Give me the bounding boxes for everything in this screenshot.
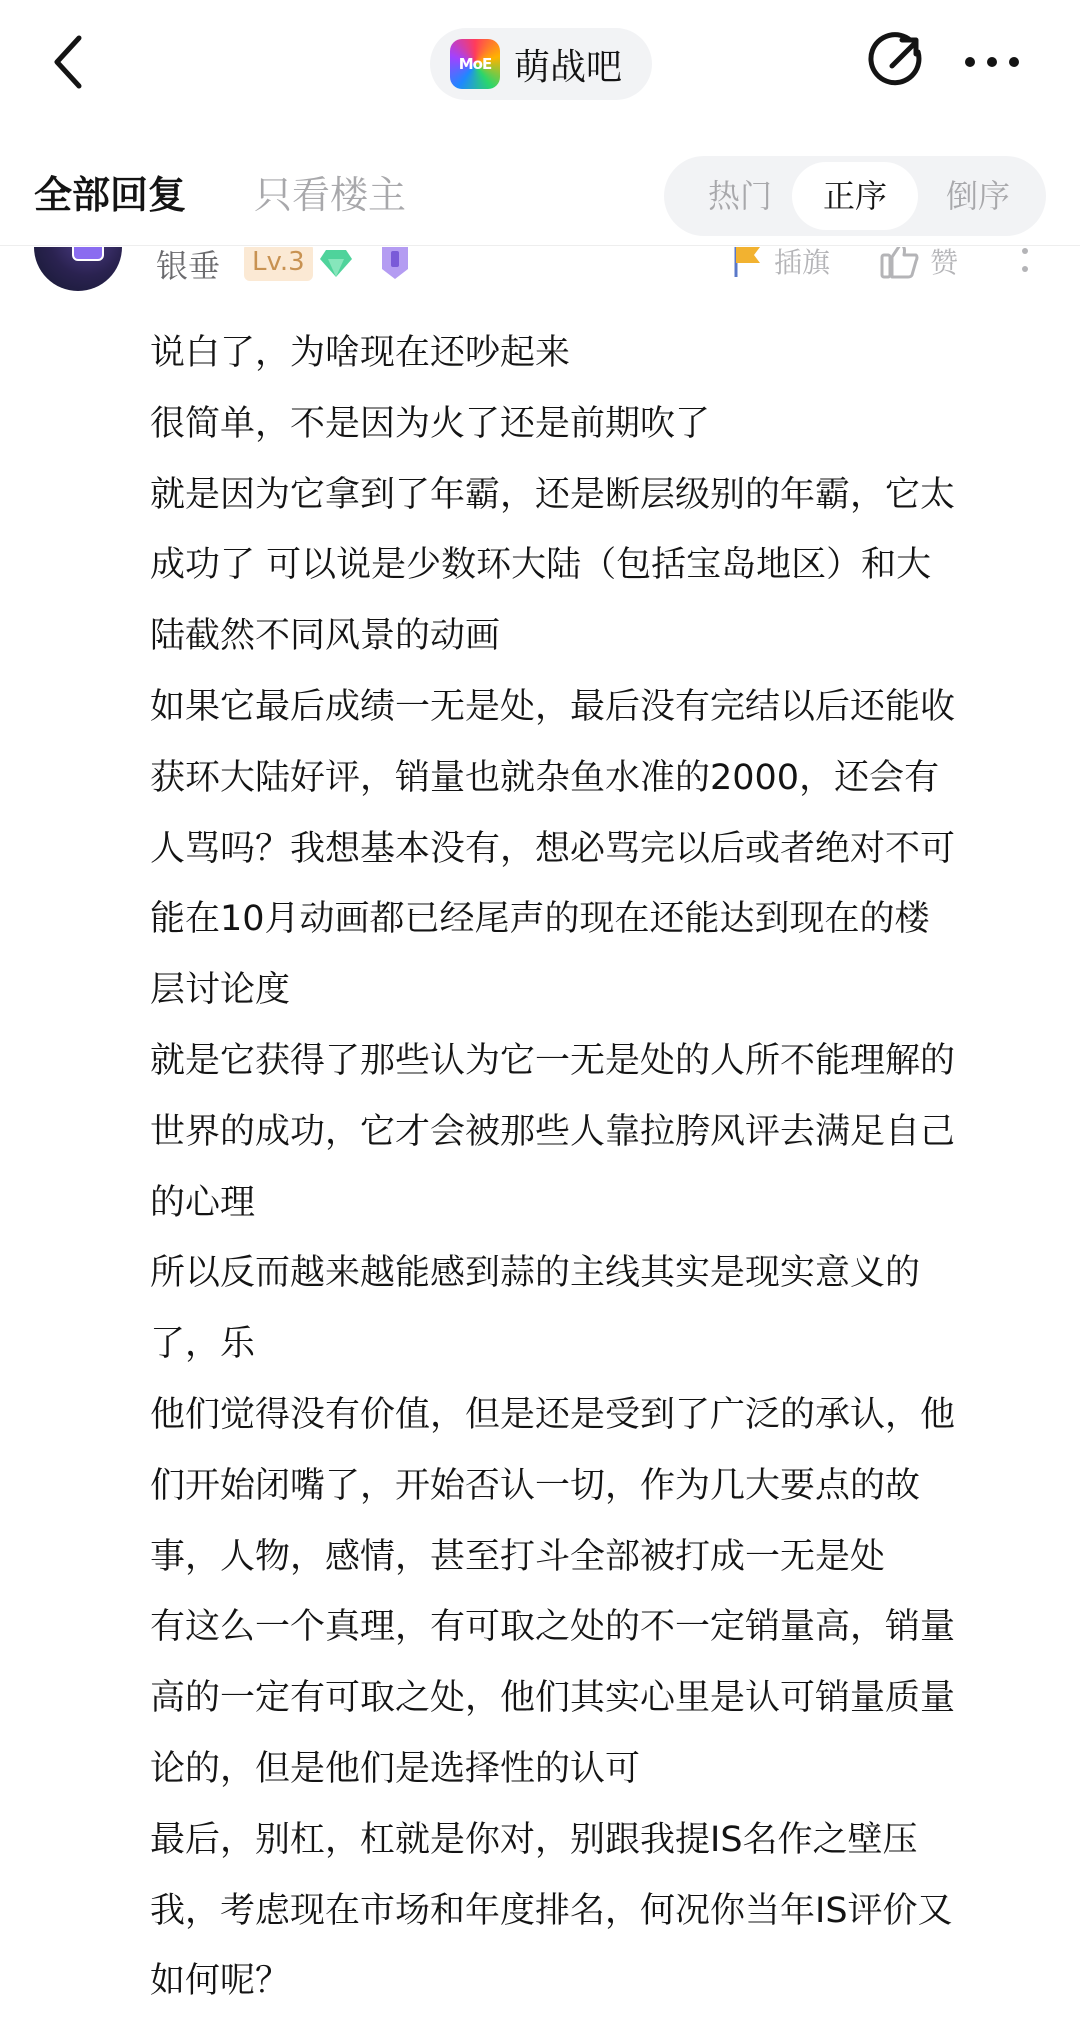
post-line: 了，乐 xyxy=(150,1324,256,1365)
forum-title-pill[interactable] xyxy=(430,28,652,100)
flag-label: 插旗 xyxy=(774,247,831,279)
post-line: 如果它最后成绩一无是处，最后没有完结以后还能收 xyxy=(150,686,956,727)
post-header xyxy=(0,247,1080,307)
avatar[interactable] xyxy=(34,247,122,291)
post-line: 说白了，为啥现在还吵起来 xyxy=(150,333,571,373)
like-label: 赞 xyxy=(930,247,959,279)
flag-icon xyxy=(730,247,766,279)
post-line: 成功了 可以说是少数环大陆（包括宝岛地区）和大 xyxy=(150,545,932,586)
back-button[interactable] xyxy=(40,30,96,94)
post-more-icon[interactable] xyxy=(1010,247,1040,281)
post-line: 如何呢？ xyxy=(150,1961,291,2002)
post-line: 的心理 xyxy=(150,1182,256,1223)
gem-icon xyxy=(318,247,354,279)
post-line: 获环大陆好评，销量也就杂鱼水准的2000，还会有 xyxy=(150,757,940,798)
medal-icon xyxy=(376,247,414,283)
flag-button[interactable] xyxy=(730,247,830,281)
forum-name: 萌战吧 xyxy=(514,46,623,88)
avatar-badge-icon xyxy=(72,247,104,261)
more-button[interactable] xyxy=(962,32,1022,92)
thumb-up-icon xyxy=(880,247,920,279)
post-content xyxy=(150,318,1050,2017)
sort-ascending[interactable]: 正序 xyxy=(792,162,918,230)
post-line: 他们觉得没有价值，但是还是受到了广泛的承认，他 xyxy=(150,1394,956,1435)
sort-toggle xyxy=(664,156,1046,236)
post-line: 所以反而越来越能感到蒜的主线其实是现实意义的 xyxy=(150,1253,921,1294)
post-line: 层讨论度 xyxy=(150,970,291,1011)
share-icon xyxy=(866,32,926,92)
forum-logo xyxy=(450,39,500,89)
post-line: 很简单，不是因为火了还是前期吹了 xyxy=(150,403,711,444)
post-line: 陆截然不同风景的动画 xyxy=(150,616,501,657)
post-line: 事，人物，感情，甚至打斗全部被打成一无是处 xyxy=(150,1536,886,1577)
reply-filter-bar xyxy=(0,124,1080,246)
top-bar xyxy=(0,0,1080,124)
post-line: 最后，别杠，杠就是你对，别跟我提IS名作之壁压 xyxy=(150,1819,918,1860)
forum-logo-text: MoE xyxy=(458,55,492,73)
post-line: 就是因为它拿到了年霸，还是断层级别的年霸，它太 xyxy=(150,474,956,515)
post-line: 能在10月动画都已经尾声的现在还能达到现在的楼 xyxy=(150,899,930,940)
post-line: 高的一定有可取之处，他们其实心里是认可销量质量 xyxy=(150,1678,956,1719)
post-line: 们开始闭嘴了，开始否认一切，作为几大要点的故 xyxy=(150,1465,921,1506)
tab-op-only[interactable]: 只看楼主 xyxy=(254,173,407,217)
level-badge: Lv.3 xyxy=(244,247,313,281)
post-line: 有这么一个真理，有可取之处的不一定销量高，销量 xyxy=(150,1607,956,1648)
post-line: 我，考虑现在市场和年度排名，何况你当年IS评价又 xyxy=(150,1890,953,1931)
username[interactable]: 银垂 xyxy=(156,247,221,285)
sort-hot[interactable]: 热门 xyxy=(707,177,772,215)
post-line: 人骂吗？我想基本没有，想必骂完以后或者绝对不可 xyxy=(150,828,956,869)
tab-all-replies[interactable]: 全部回复 xyxy=(34,173,187,217)
post-line: 世界的成功，它才会被那些人靠拉胯风评去满足自己 xyxy=(150,1111,956,1152)
more-dots-icon xyxy=(964,56,1020,68)
share-button[interactable] xyxy=(866,32,926,92)
post-line: 就是它获得了那些认为它一无是处的人所不能理解的 xyxy=(150,1040,956,1081)
post-line: 论的，但是他们是选择性的认可 xyxy=(150,1748,641,1789)
like-button[interactable] xyxy=(880,247,958,281)
sort-descending[interactable]: 倒序 xyxy=(945,177,1010,215)
chevron-left-icon xyxy=(51,34,85,90)
